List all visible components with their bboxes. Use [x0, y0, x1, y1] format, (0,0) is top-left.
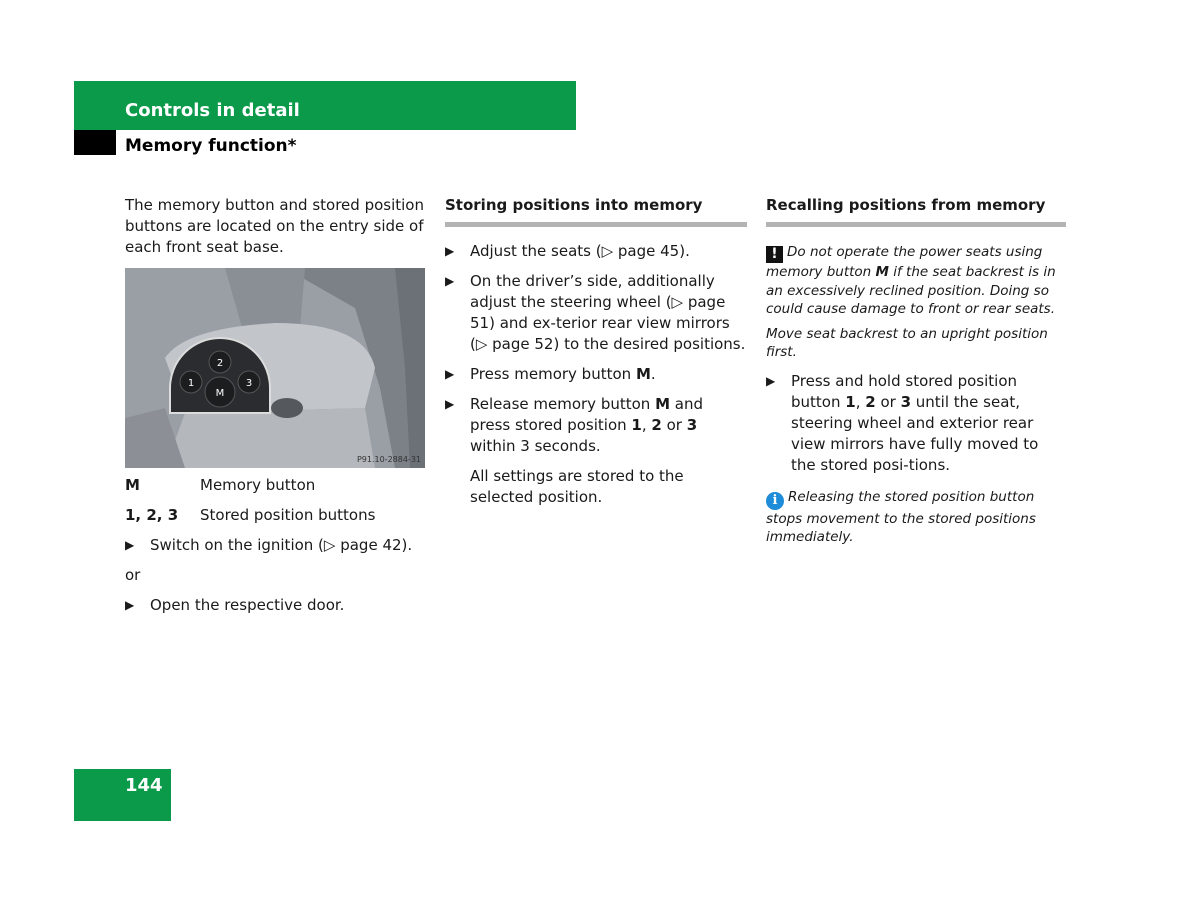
- play-arrow-icon: ▶: [445, 274, 455, 288]
- storing-heading: Storing positions into memory: [445, 195, 747, 227]
- step-text: Switch on the ignition (▷ page 42).: [150, 536, 413, 554]
- step-text: Adjust the seats (▷ page 45).: [470, 242, 690, 260]
- step-text: or: [875, 392, 901, 411]
- storing-step-2: [445, 271, 747, 355]
- subsection-title: Memory function*: [125, 136, 297, 156]
- step-text: On the driver’s side, additionally adjust the steering wheel (▷ page 51) and ex-terior rear view mirrors (▷ page 52) to the desired positions.: [470, 272, 746, 353]
- recalling-heading: Recalling positions from memory: [766, 195, 1066, 227]
- position-button-ref: 3: [900, 392, 911, 411]
- step-text: and press stored position: [470, 395, 703, 434]
- position-button-ref: 1: [631, 416, 642, 434]
- step-text: until the seat, steering wheel and exterior rear view mirrors have fully moved to the stored posi-tions.: [791, 392, 1039, 474]
- step-text: Press and hold stored position button: [791, 371, 1018, 411]
- step-text: within 3 seconds.: [470, 437, 601, 455]
- info-note: [766, 488, 1066, 547]
- column-left: [125, 195, 425, 616]
- play-arrow-icon: ▶: [445, 397, 455, 411]
- position-button-ref: 1: [845, 392, 856, 411]
- warning-note: [766, 243, 1066, 319]
- warning-text: if the seat backrest is in an excessively reclined position. Doing so could cause damage to front or rear seats.: [766, 264, 1056, 317]
- exclamation-icon: !: [766, 246, 783, 263]
- intro-text: The memory button and stored position buttons are located on the entry side of each front seat base.: [125, 196, 424, 256]
- step-text: Press memory button: [470, 365, 636, 383]
- column-middle: [445, 195, 747, 508]
- step-text: or: [661, 416, 687, 434]
- column-right: [766, 195, 1066, 547]
- figure-ref-code: P91.10-2884-31: [356, 455, 421, 464]
- step-text: ,: [641, 416, 652, 434]
- position-button-ref: 3: [686, 416, 698, 434]
- figure-button-m-label: M: [215, 388, 225, 399]
- step-ignition: [125, 535, 425, 556]
- storing-step-4: [445, 394, 747, 457]
- section-title: Controls in detail: [125, 100, 300, 121]
- legend-row-123: [125, 505, 425, 526]
- warning-text: Do not operate the power seats using memory button: [766, 244, 1043, 280]
- legend-key: M: [125, 476, 140, 494]
- info-text: Releasing the stored position button stops movement to the stored positions immediately.: [766, 488, 1036, 545]
- play-arrow-icon: ▶: [766, 373, 776, 388]
- page-number: 144: [125, 775, 163, 796]
- legend-row-m: [125, 475, 425, 496]
- position-button-ref: 2: [865, 392, 876, 411]
- position-button-ref: 2: [651, 416, 662, 434]
- subsection-marker: [74, 130, 116, 155]
- figure-button-3-label: 3: [245, 378, 253, 389]
- info-icon: i: [766, 492, 784, 510]
- step-text: Open the respective door.: [150, 596, 345, 614]
- step-text: ,: [855, 392, 866, 411]
- storing-step-1: [445, 241, 747, 262]
- step-open-door: [125, 595, 425, 616]
- play-arrow-icon: ▶: [125, 598, 135, 612]
- legend-key: 1, 2, 3: [125, 506, 179, 524]
- legend-desc: Memory button: [200, 476, 316, 494]
- memory-button-ref: M: [635, 365, 651, 383]
- figure-button-1-label: 1: [187, 378, 195, 389]
- play-arrow-icon: ▶: [445, 244, 455, 258]
- step-text: .: [650, 365, 656, 383]
- memory-button-ref: M: [875, 264, 889, 280]
- memory-button-ref: M: [655, 395, 670, 413]
- warning-followup: Move seat backrest to an upright position first.: [766, 325, 1048, 360]
- storing-result: All settings are stored to the selected position.: [470, 467, 684, 506]
- play-arrow-icon: ▶: [445, 367, 455, 381]
- recalling-step: [766, 371, 1066, 476]
- seat-memory-buttons-photo: [125, 268, 425, 468]
- play-arrow-icon: ▶: [125, 538, 135, 552]
- step-text: Release memory button: [470, 395, 656, 413]
- or-text: or: [125, 566, 141, 584]
- legend-desc: Stored position buttons: [200, 506, 376, 524]
- storing-step-3: [445, 364, 747, 385]
- figure-button-2-label: 2: [216, 358, 224, 369]
